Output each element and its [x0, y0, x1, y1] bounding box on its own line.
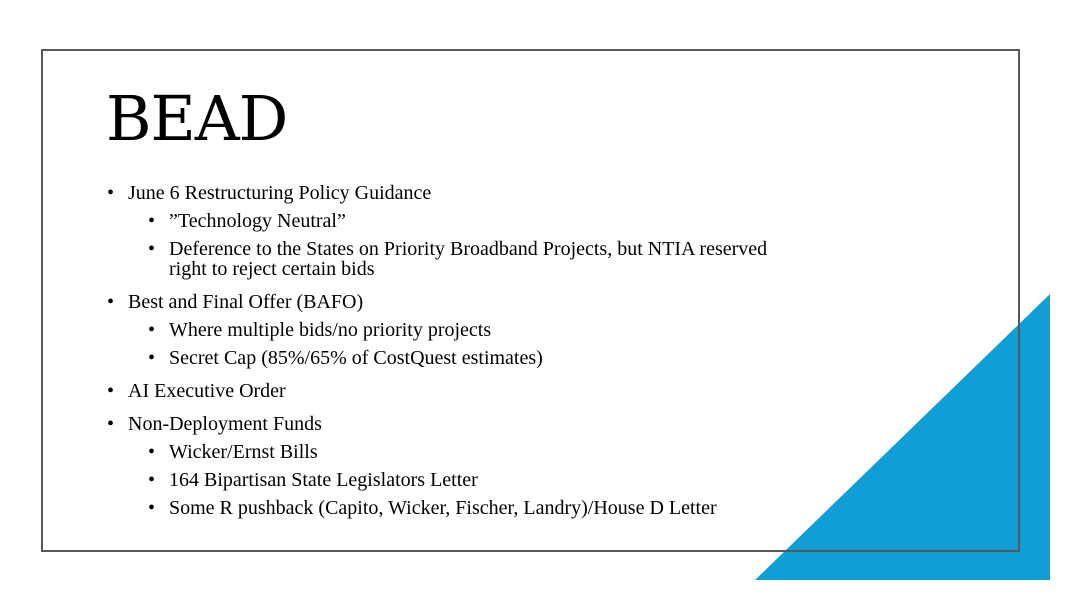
- bullet-text: Best and Final Offer (BAFO): [128, 291, 364, 313]
- bullet-item: [106, 378, 796, 404]
- sub-bullet-item: • Wicker/Ernst Bills: [147, 439, 796, 465]
- sub-bullet-item: • 164 Bipartisan State Legislators Letter: [147, 467, 796, 493]
- sub-bullet-list: [128, 208, 796, 282]
- slide-title: BEAD: [106, 82, 288, 155]
- bullet-item: [106, 180, 796, 282]
- bullet-list: [106, 180, 796, 521]
- sub-bullet-list: [128, 439, 796, 521]
- bullet-text: AI Executive Order: [128, 380, 286, 402]
- bullet-item: [106, 411, 796, 521]
- sub-bullet-item: • Secret Cap (85%/65% of CostQuest estimates): [147, 345, 796, 371]
- sub-bullet-item: • Some R pushback (Capito, Wicker, Fischer, Landry)/House D Letter: [147, 495, 796, 521]
- bullet-text: June 6 Restructuring Policy Guidance: [128, 182, 432, 204]
- sub-bullet-item: • Deference to the States on Priority Broadband Projects, but NTIA reserved right to reject certain bids: [147, 236, 796, 282]
- bullet-content: [106, 180, 796, 521]
- sub-bullet-list: [128, 317, 796, 371]
- sub-bullet-item: • Where multiple bids/no priority projects: [147, 317, 796, 343]
- bullet-item: [106, 289, 796, 371]
- sub-bullet-item: • ”Technology Neutral”: [147, 208, 796, 234]
- bullet-text: Non-Deployment Funds: [128, 413, 322, 435]
